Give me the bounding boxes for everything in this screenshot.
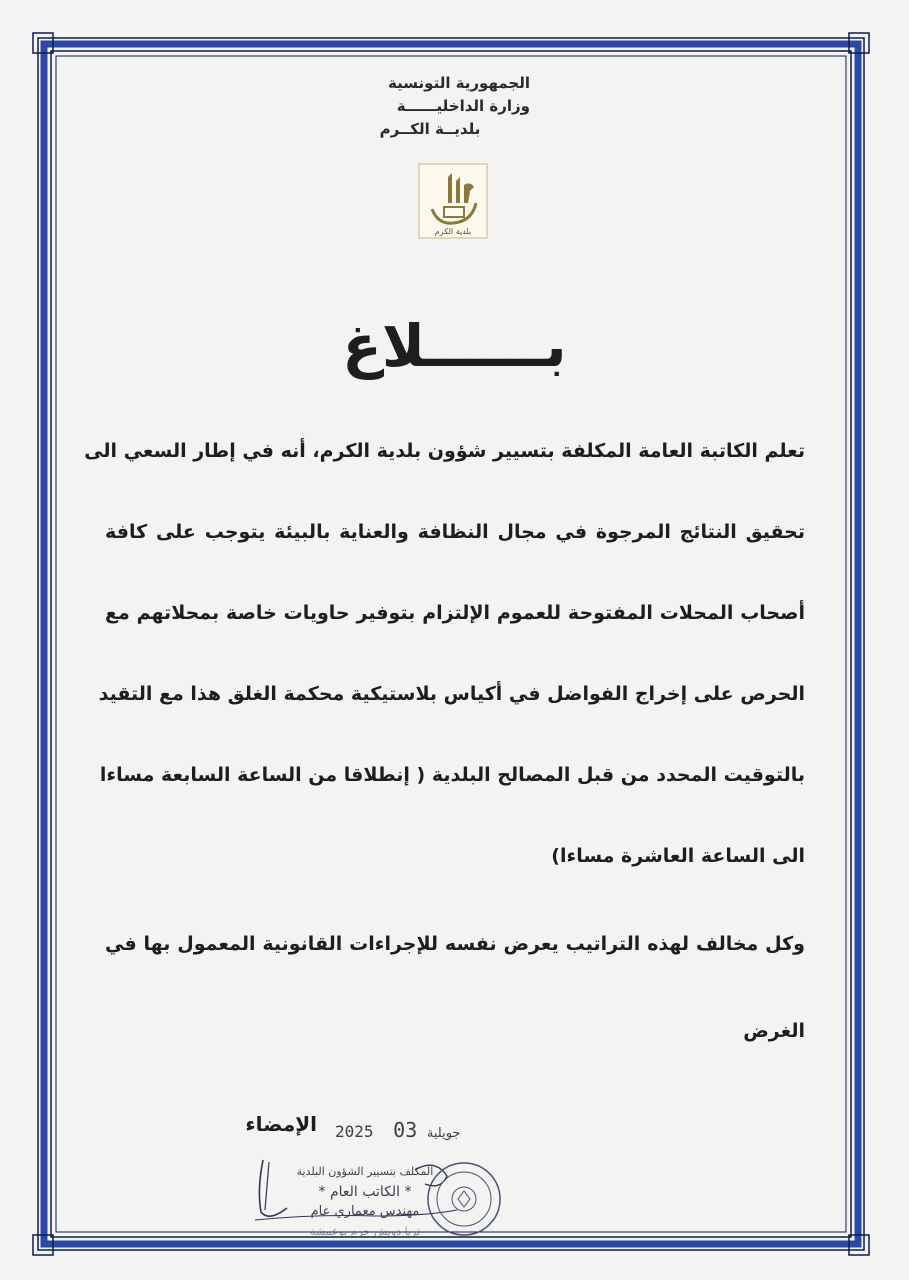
stamp-line-4: ثريا دويش حرم بوعمشة bbox=[309, 1225, 421, 1238]
date-year: 2025 bbox=[335, 1122, 374, 1141]
body-line: بالتوقيت المحدد من قبل المصالح البلدية ( إنطلاقا من الساعة السابعة مساءا bbox=[99, 764, 805, 786]
notice-body-paragraph-2 bbox=[105, 930, 805, 1104]
signature-label: الإمضاء bbox=[245, 1112, 317, 1136]
body-line: تعلم الكاتبة العامة المكلفة بتسيير شؤون بلدية الكرم، أنه في إطار السعي الى bbox=[84, 440, 805, 462]
stamp-line-1: المكلف بتسيير الشؤون البلدية bbox=[296, 1165, 434, 1178]
body-line: الحرص على إخراج الفواضل في أكياس بلاستيكية محكمة الغلق هذا مع التقيد bbox=[98, 683, 805, 705]
country-name: الجمهورية التونسية bbox=[388, 74, 530, 92]
official-stamp-block bbox=[235, 1150, 525, 1250]
logo-caption: بلدية الكرم bbox=[434, 227, 472, 236]
date-day: 03 bbox=[393, 1118, 418, 1142]
municipality-name: بلديــة الكــرم bbox=[379, 120, 481, 138]
body-line: الى الساعة العاشرة مساءا) bbox=[551, 845, 805, 867]
stamp-line-3: مهندس معماري عام bbox=[310, 1204, 420, 1219]
body-line: وكل مخالف لهذه التراتيب يعرض نفسه للإجراءات القانونية المعمول بها في bbox=[105, 933, 805, 955]
date-stamp bbox=[335, 1118, 460, 1142]
stamp-line-2: * الكاتب العام * bbox=[318, 1184, 412, 1200]
date-month: جويلية bbox=[426, 1126, 461, 1141]
letterhead bbox=[330, 72, 530, 141]
municipality-logo bbox=[418, 163, 488, 239]
round-seal bbox=[425, 1160, 503, 1238]
signature-row bbox=[225, 1108, 465, 1148]
body-line: الغرض bbox=[743, 1020, 805, 1042]
body-line: تحقيق النتائج المرجوة في مجال النظافة والعناية بالبيئة يتوجب على كافة bbox=[105, 521, 805, 543]
notice-title: بــــــلاغ bbox=[342, 312, 567, 380]
body-line: أصحاب المحلات المفتوحة للعموم الإلتزام بتوفير حاويات خاصة بمحلاتهم مع bbox=[105, 602, 805, 624]
ministry-name: وزارة الداخليــــــة bbox=[396, 97, 530, 115]
notice-body-paragraph-1 bbox=[84, 437, 805, 923]
